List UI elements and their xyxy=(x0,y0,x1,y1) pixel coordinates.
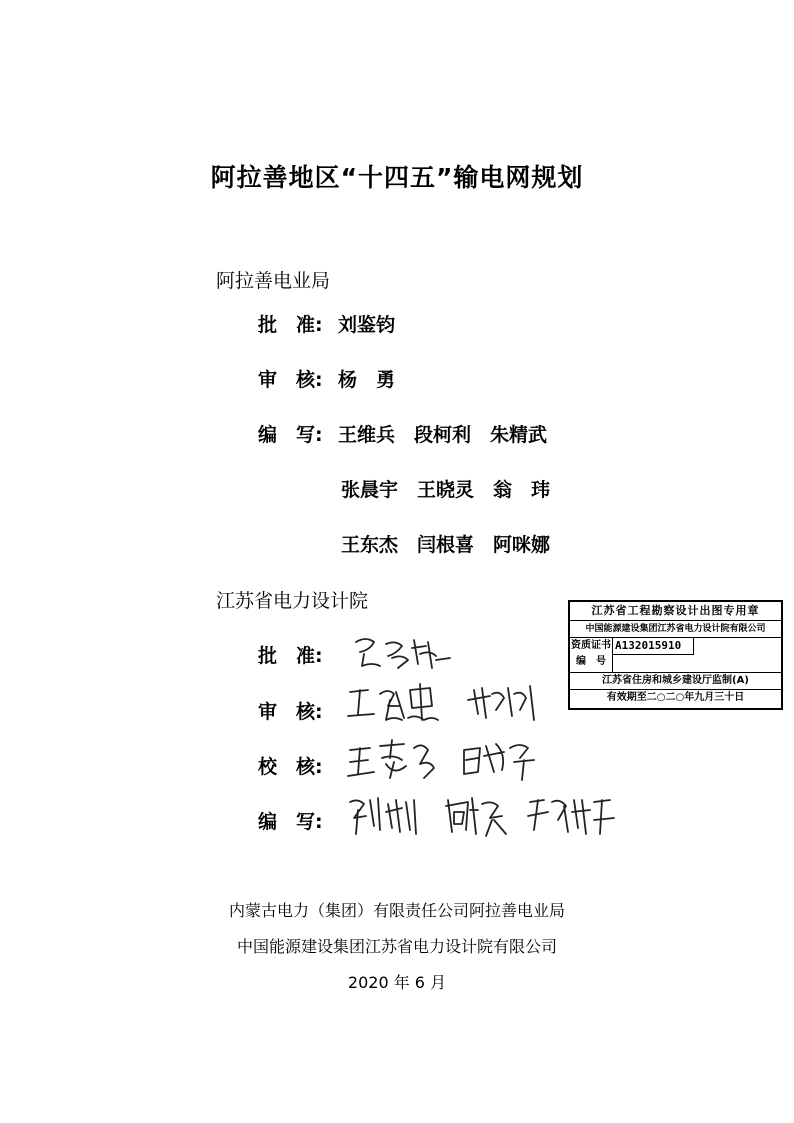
jiangsu-write-label: 编 写: xyxy=(258,811,323,833)
jiangsu-check-label: 校 核: xyxy=(258,756,323,778)
jiangsu-review-label: 审 核: xyxy=(258,701,323,723)
alxa-approve-names: 刘鉴钧 xyxy=(338,314,396,336)
footer-org-1: 内蒙古电力（集团）有限责任公司阿拉善电业局 xyxy=(228,901,565,920)
stamp-cert-label-2: 编 号 xyxy=(576,656,606,667)
stamp-company: 中国能源建设集团江苏省电力设计院有限公司 xyxy=(570,621,781,638)
stamp-cert-number: A132015910 xyxy=(613,638,694,655)
stamp-cert-label-1: 资质证书 xyxy=(571,640,611,651)
org-alxa: 阿拉善电业局 xyxy=(216,270,331,292)
alxa-write-line-2: 张晨宇 王晓灵 翁 玮 xyxy=(341,479,551,501)
stamp-authority: 江苏省住房和城乡建设厅监制(A) xyxy=(570,673,781,690)
alxa-write-line-1: 王维兵 段柯利 朱精武 xyxy=(338,424,548,446)
jiangsu-approve-label: 批 准: xyxy=(258,645,323,667)
footer-date: 2020 年 6 月 xyxy=(347,973,447,992)
footer-org-2: 中国能源建设集团江苏省电力设计院有限公司 xyxy=(236,937,557,956)
stamp-cert-row xyxy=(570,638,781,673)
alxa-write-label: 编 写: xyxy=(258,424,323,446)
stamp-title: 江苏省工程勘察设计出图专用章 xyxy=(570,602,781,621)
alxa-review-names: 杨 勇 xyxy=(338,369,396,391)
document-title: 阿拉善地区“十四五”输电网规划 xyxy=(210,163,584,192)
signature-checkers xyxy=(344,736,554,784)
signature-reviewers xyxy=(344,680,594,728)
signature-writers xyxy=(344,790,629,842)
alxa-approve-label: 批 准: xyxy=(258,314,323,336)
signature-approver xyxy=(352,632,457,672)
alxa-write-line-3: 王东杰 闫根喜 阿咪娜 xyxy=(341,534,551,556)
stamp-validity: 有效期至二○二○年九月三十日 xyxy=(606,692,745,703)
stamp-cert-label xyxy=(570,638,613,672)
design-stamp xyxy=(568,600,783,710)
alxa-review-label: 审 核: xyxy=(258,369,323,391)
org-jiangsu: 江苏省电力设计院 xyxy=(216,590,369,612)
